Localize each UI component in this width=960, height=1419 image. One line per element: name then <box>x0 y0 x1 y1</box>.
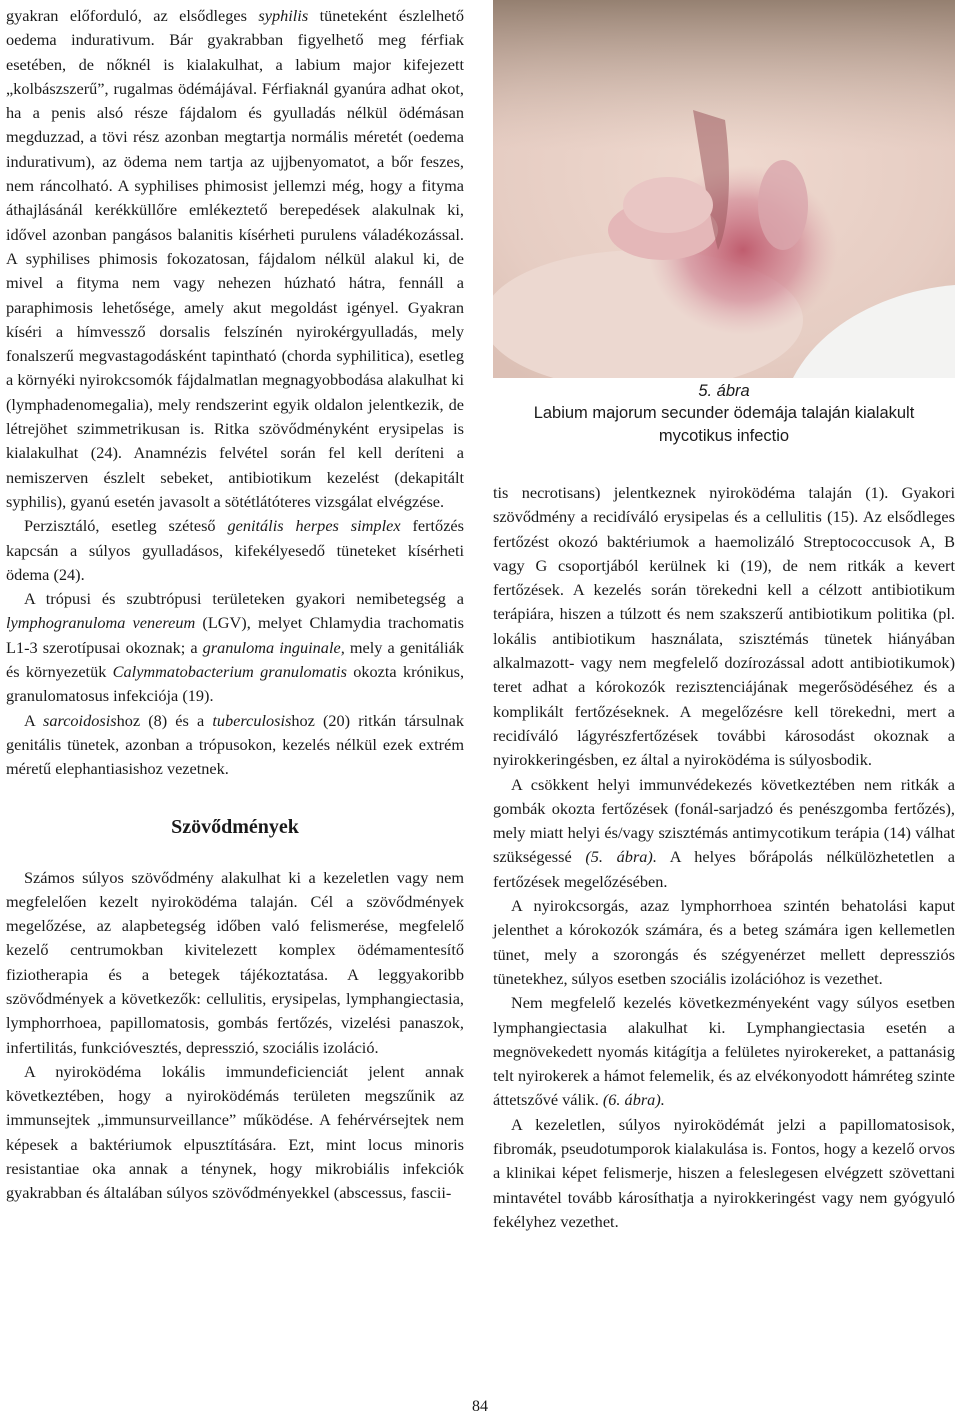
italic-term: granuloma inguinale, <box>202 637 345 657</box>
italic-term: Calymmatobacterium granulomatis <box>112 662 347 682</box>
text-run: okozta krónikus, granulomatosus infekciója (19). <box>6 662 465 706</box>
italic-term: sarcoidosis <box>42 710 117 730</box>
text-run: fertőzés kapcsán a súlyos gyulladásos, kifekélyesedő tüneteket kísérheti ödema (24). <box>6 516 464 584</box>
page-number: 84 <box>472 1398 488 1415</box>
paragraph <box>493 773 955 894</box>
clinical-photo-image <box>493 0 955 378</box>
paragraph <box>493 991 955 1112</box>
text-run: A helyes bőrápolás nélkülözhetetlen a fertőzések megelőzésében. <box>493 847 955 891</box>
paragraph: A nyiroködéma lokális immundeficienciát jelent annak következtében, hogy a nyiroködémás területen megszűnik az immunsejtek „immunsurveillance” működése. A fehérvérsejtek nem képesek a baktériumok elpusztítására. Ezt, mint locus minoris resistantiae oka annak a ténynek, hogy mikrobiális infekciók gyakrabban és általában súlyos szövődményekkel (abscessus, fascii- <box>6 1061 464 1203</box>
italic-term: tuberculosis <box>212 710 292 730</box>
figure-photo <box>493 0 955 378</box>
right-column <box>493 0 955 1234</box>
text-run: gyakran előforduló, az elsődleges <box>6 6 259 25</box>
paragraph: tis necrotisans) jelentkeznek nyiroködéma talaján (1). Gyakori szövődmény a recidíváló erysipelas és a cellulitis (15). Az elsődleges fertőzést okozó baktériumok a haemolizáló Streptococcusok A, B vagy G csoportjából kerülnek ki (19), de nem ritkák a kevert fertőzések. A kezelés során törekedni kell a célzott antibiotikum terápiára, hiszen a túlzott és nem szakszerű antibiotikum politika (pl. lokális antibiotikum használata, szisztémás tünetek hiányában alkalmazott- vagy nem megfelelő dozírozással adott antibiotikumok) teret adhat a kórokozók rezisztenciájának megerősödéséhez és a komplikált fertőzéseknek. A megelőzésre kell törekedni, mert a recidíváló lágyrészfertőzések további károsodást okoznak a nyirokkeringésben, ez által a nyiroködéma is súlyosbodik. <box>493 483 955 770</box>
text-run: hoz (20) ritkán társulnak genitális tünetek, azonban a trópusokon, kezelés nélkül ezek extrém méretű elephantiasishoz vezetnek. <box>6 710 465 779</box>
italic-term: lymphogranuloma venereum <box>6 613 196 633</box>
figure-number: 5. ábra <box>698 382 750 400</box>
figure-reference: (5. ábra). <box>585 847 657 867</box>
paragraph <box>6 587 464 708</box>
paragraph: A nyirokcsorgás, azaz lymphorrhoea szintén behatolási kaput jelenthet a kórokozók számára, és a beteg számára igen kellemetlen tünet, mely a szorongás és szégyenérzet mellett depressziós tünetekhez, súlyos esetben szociális izolációhoz is vezethet. <box>493 896 955 988</box>
text-run: A <box>24 710 43 730</box>
text-run: A trópusi és szubtrópusi területeken gyakori nemibetegség a <box>24 589 464 609</box>
figure-caption <box>493 402 955 448</box>
figure-reference: (6. ábra). <box>602 1090 665 1110</box>
text-run: (LGV), melyet Chlamydia trachomatis L1-3 szerotípusai okoznak; a <box>6 613 465 657</box>
paragraph <box>6 514 464 587</box>
text-run: tüneteként észlelhető oedema indurativum. Bár gyakrabban figyelhető meg férfiak esetében, de nőknél is kialakulhat, a labium major kifejezett „kolbászszerű”, rugalmas ödémájával. Férfiaknál gyanúra adhat okot, ha a penis alsó része fájdalom és gyulladás nélkül ödémásan megduzzad, a tövi rész azonban megtartja normális méretét (oedema indurativum), az ödema nem tartja az ujjbenyomatot, a bőr feszes, nem ráncolható. A syphilises phimosist jellemzi még, hogy a fityma áthajlásánál kerékküllőre emlékeztető berepedések alakulnak ki, idővel azonban pangásos balanitis kísérheti purulens váladékozással. A syphilises phimosis fokozatosan, fájdalom nélkül alakul ki, de mivel a fityma nem vagy nehezen húzható hátra, fennáll a paraphimosis lehetősége, amely akut megoldást igényel. Gyakran kíséri a hímvessző dorsalis felszínén nyirokérgyulladás, mely fonalszerű megvastagodásként tapintható (chorda syphilitica), esetleg a környéki nyirokcsomók fájdalmatlan megnagyobbodása alakulhat ki (lymphadenomegalia), mely rendszerint egyik oldalon jelentkezik, de létrejöhet szimmetrikusan is. Ritka szövődményként erysipelas is kialakulhat (24). Anamnézis felvétel során fel kell deríteni a nemiszerven észlelt sebeket, antibiotikum kezelést (dekapitált syphilis), gyanú esetén javasolt a sötétlátóteres vizsgálat elvégzése. <box>6 6 464 511</box>
italic-term: syphilis <box>258 6 309 25</box>
text-run: A csökkent helyi immunvédekezés következtében nem ritkák a gombák okozta fertőzések (fonál-sarjadzó és penészgomba fertőzés), mely miatt helyi és/vagy szisztémás antimycotikum terápia (14) válhat szükségessé <box>493 774 955 867</box>
paragraph <box>6 4 464 514</box>
figure-caption-line: mycotikus infectio <box>658 427 790 445</box>
text-run: Perzisztáló, esetleg széteső <box>24 516 228 536</box>
text-run: hoz (8) és a <box>116 710 213 730</box>
paragraph: Számos súlyos szövődmény alakulhat ki a kezeletlen vagy nem megfelelően kezelt nyiroködéma talaján. Cél a szövődmények megelőzése, az alapbetegség időben való felismerése, megfelelő kezelő centrumokban kivitelezett komplex ödémamentesítő fiziotherapia és a betegek tájékoztatása. A leggyakoribb szövődmények a következők: cellulitis, erysipelas, lymphangiectasia, lymphorrhoea, papillomatosis, gombás fertőzés, vizelési panaszok, infertilitás, funkcióvesztés, depresszió, szociális izoláció. <box>6 867 464 1057</box>
figure-caption-line: Labium majorum secunder ödemája talaján kialakult <box>533 404 915 422</box>
italic-term: genitális herpes simplex <box>227 516 401 536</box>
paragraph <box>6 709 464 782</box>
paragraph: A kezeletlen, súlyos nyiroködémát jelzi a papillomatosisok, fibromák, pseudotumporok kialakulása is. Fontos, hogy a kezelő orvos a klinikai képet felismerje, hiszen a feleslegesen elvégzett szövettani mintavétel tovább károsíthatja a nyirokkeringést vagy nem gyógyuló fekélyhez vezethet. <box>493 1114 955 1231</box>
left-column <box>6 4 464 1206</box>
text-run: Nem megfelelő kezelés következményeként vagy súlyos esetben lymphangiectasia alakulhat ki. Lymphangiectasia esetén a megnövekedett nyomás kitágítja a felületes nyirokereket, a pattanásig telt nyirokerek a hámot felemelik, és az elvékonyodott hámréteg szinte áttetszővé válik. <box>493 993 955 1110</box>
section-heading: Szövődmények <box>171 815 299 838</box>
text-run: mely a genitáliák és környezetük <box>6 637 465 682</box>
